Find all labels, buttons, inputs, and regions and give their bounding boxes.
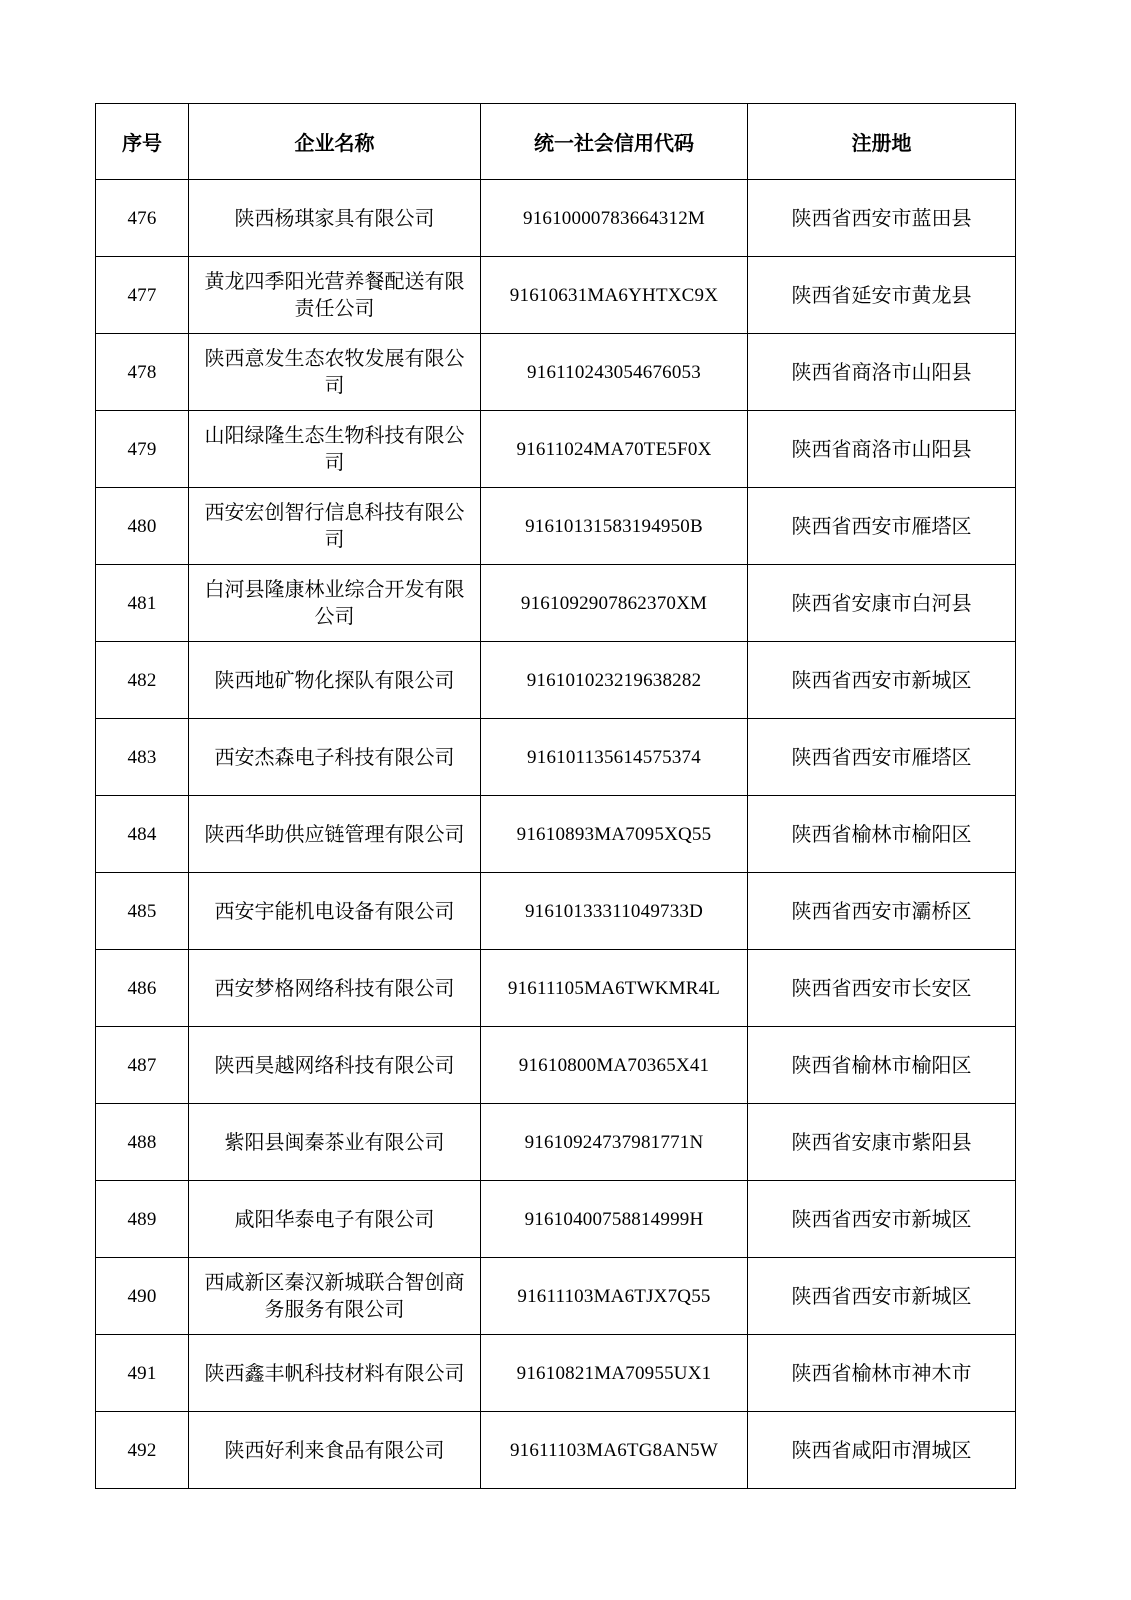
cell-company-name: 黄龙四季阳光营养餐配送有限责任公司 [189, 257, 481, 334]
cell-registered-place: 陕西省西安市新城区 [748, 642, 1016, 719]
cell-company-name: 陕西华助供应链管理有限公司 [189, 796, 481, 873]
cell-seq: 486 [96, 950, 189, 1027]
cell-company-name: 西安杰森电子科技有限公司 [189, 719, 481, 796]
cell-credit-code: 91610800MA70365X41 [481, 1027, 748, 1104]
cell-seq: 478 [96, 334, 189, 411]
cell-registered-place: 陕西省西安市蓝田县 [748, 180, 1016, 257]
table-row [96, 334, 1016, 411]
cell-seq: 481 [96, 565, 189, 642]
cell-seq: 483 [96, 719, 189, 796]
table-row [96, 1027, 1016, 1104]
cell-credit-code: 91611105MA6TWKMR4L [481, 950, 748, 1027]
header-company-name: 企业名称 [189, 104, 481, 180]
cell-registered-place: 陕西省商洛市山阳县 [748, 334, 1016, 411]
cell-seq: 480 [96, 488, 189, 565]
cell-registered-place: 陕西省商洛市山阳县 [748, 411, 1016, 488]
table-row [96, 873, 1016, 950]
header-credit-code: 统一社会信用代码 [481, 104, 748, 180]
cell-seq: 476 [96, 180, 189, 257]
cell-registered-place: 陕西省西安市灞桥区 [748, 873, 1016, 950]
cell-seq: 488 [96, 1104, 189, 1181]
cell-registered-place: 陕西省西安市雁塔区 [748, 488, 1016, 565]
cell-seq: 490 [96, 1258, 189, 1335]
table-row [96, 180, 1016, 257]
table-row [96, 950, 1016, 1027]
table-row [96, 1335, 1016, 1412]
cell-company-name: 陕西好利来食品有限公司 [189, 1412, 481, 1489]
table-row [96, 796, 1016, 873]
cell-credit-code: 91610131583194950B [481, 488, 748, 565]
cell-registered-place: 陕西省安康市白河县 [748, 565, 1016, 642]
cell-company-name: 咸阳华泰电子有限公司 [189, 1181, 481, 1258]
cell-registered-place: 陕西省榆林市榆阳区 [748, 1027, 1016, 1104]
cell-seq: 484 [96, 796, 189, 873]
cell-registered-place: 陕西省榆林市神木市 [748, 1335, 1016, 1412]
cell-registered-place: 陕西省榆林市榆阳区 [748, 796, 1016, 873]
cell-registered-place: 陕西省西安市新城区 [748, 1181, 1016, 1258]
cell-registered-place: 陕西省西安市新城区 [748, 1258, 1016, 1335]
cell-credit-code: 91610631MA6YHTXC9X [481, 257, 748, 334]
cell-credit-code: 91610924737981771N [481, 1104, 748, 1181]
cell-company-name: 西安梦格网络科技有限公司 [189, 950, 481, 1027]
cell-credit-code: 91610893MA7095XQ55 [481, 796, 748, 873]
cell-company-name: 西安宇能机电设备有限公司 [189, 873, 481, 950]
cell-seq: 482 [96, 642, 189, 719]
enterprise-table [95, 103, 1016, 1489]
table-row [96, 1181, 1016, 1258]
cell-seq: 491 [96, 1335, 189, 1412]
table-row [96, 565, 1016, 642]
cell-seq: 487 [96, 1027, 189, 1104]
cell-company-name: 陕西意发生态农牧发展有限公司 [189, 334, 481, 411]
table-row [96, 642, 1016, 719]
cell-seq: 479 [96, 411, 189, 488]
cell-registered-place: 陕西省西安市长安区 [748, 950, 1016, 1027]
cell-credit-code: 91610133311049733D [481, 873, 748, 950]
table-row [96, 1412, 1016, 1489]
cell-credit-code: 9161092907862370XM [481, 565, 748, 642]
cell-credit-code: 91610821MA70955UX1 [481, 1335, 748, 1412]
cell-company-name: 陕西昊越网络科技有限公司 [189, 1027, 481, 1104]
cell-company-name: 陕西杨琪家具有限公司 [189, 180, 481, 257]
cell-credit-code: 91611103MA6TG8AN5W [481, 1412, 748, 1489]
cell-credit-code: 916101135614575374 [481, 719, 748, 796]
table-row [96, 1258, 1016, 1335]
header-seq: 序号 [96, 104, 189, 180]
cell-company-name: 陕西地矿物化探队有限公司 [189, 642, 481, 719]
table-row [96, 1104, 1016, 1181]
cell-registered-place: 陕西省安康市紫阳县 [748, 1104, 1016, 1181]
table-row [96, 257, 1016, 334]
cell-company-name: 山阳绿隆生态生物科技有限公司 [189, 411, 481, 488]
cell-credit-code: 916101023219638282 [481, 642, 748, 719]
table-row [96, 411, 1016, 488]
cell-company-name: 白河县隆康林业综合开发有限公司 [189, 565, 481, 642]
cell-company-name: 紫阳县闽秦茶业有限公司 [189, 1104, 481, 1181]
cell-credit-code: 91610400758814999H [481, 1181, 748, 1258]
cell-registered-place: 陕西省西安市雁塔区 [748, 719, 1016, 796]
table-header-row [96, 104, 1016, 180]
cell-registered-place: 陕西省咸阳市渭城区 [748, 1412, 1016, 1489]
cell-company-name: 西安宏创智行信息科技有限公司 [189, 488, 481, 565]
cell-company-name: 陕西鑫丰帆科技材料有限公司 [189, 1335, 481, 1412]
cell-credit-code: 916110243054676053 [481, 334, 748, 411]
cell-credit-code: 91611024MA70TE5F0X [481, 411, 748, 488]
cell-credit-code: 91611103MA6TJX7Q55 [481, 1258, 748, 1335]
cell-seq: 485 [96, 873, 189, 950]
cell-credit-code: 91610000783664312M [481, 180, 748, 257]
cell-seq: 489 [96, 1181, 189, 1258]
cell-registered-place: 陕西省延安市黄龙县 [748, 257, 1016, 334]
cell-company-name: 西咸新区秦汉新城联合智创商务服务有限公司 [189, 1258, 481, 1335]
cell-seq: 477 [96, 257, 189, 334]
table-row [96, 719, 1016, 796]
header-registered-place: 注册地 [748, 104, 1016, 180]
cell-seq: 492 [96, 1412, 189, 1489]
table-row [96, 488, 1016, 565]
